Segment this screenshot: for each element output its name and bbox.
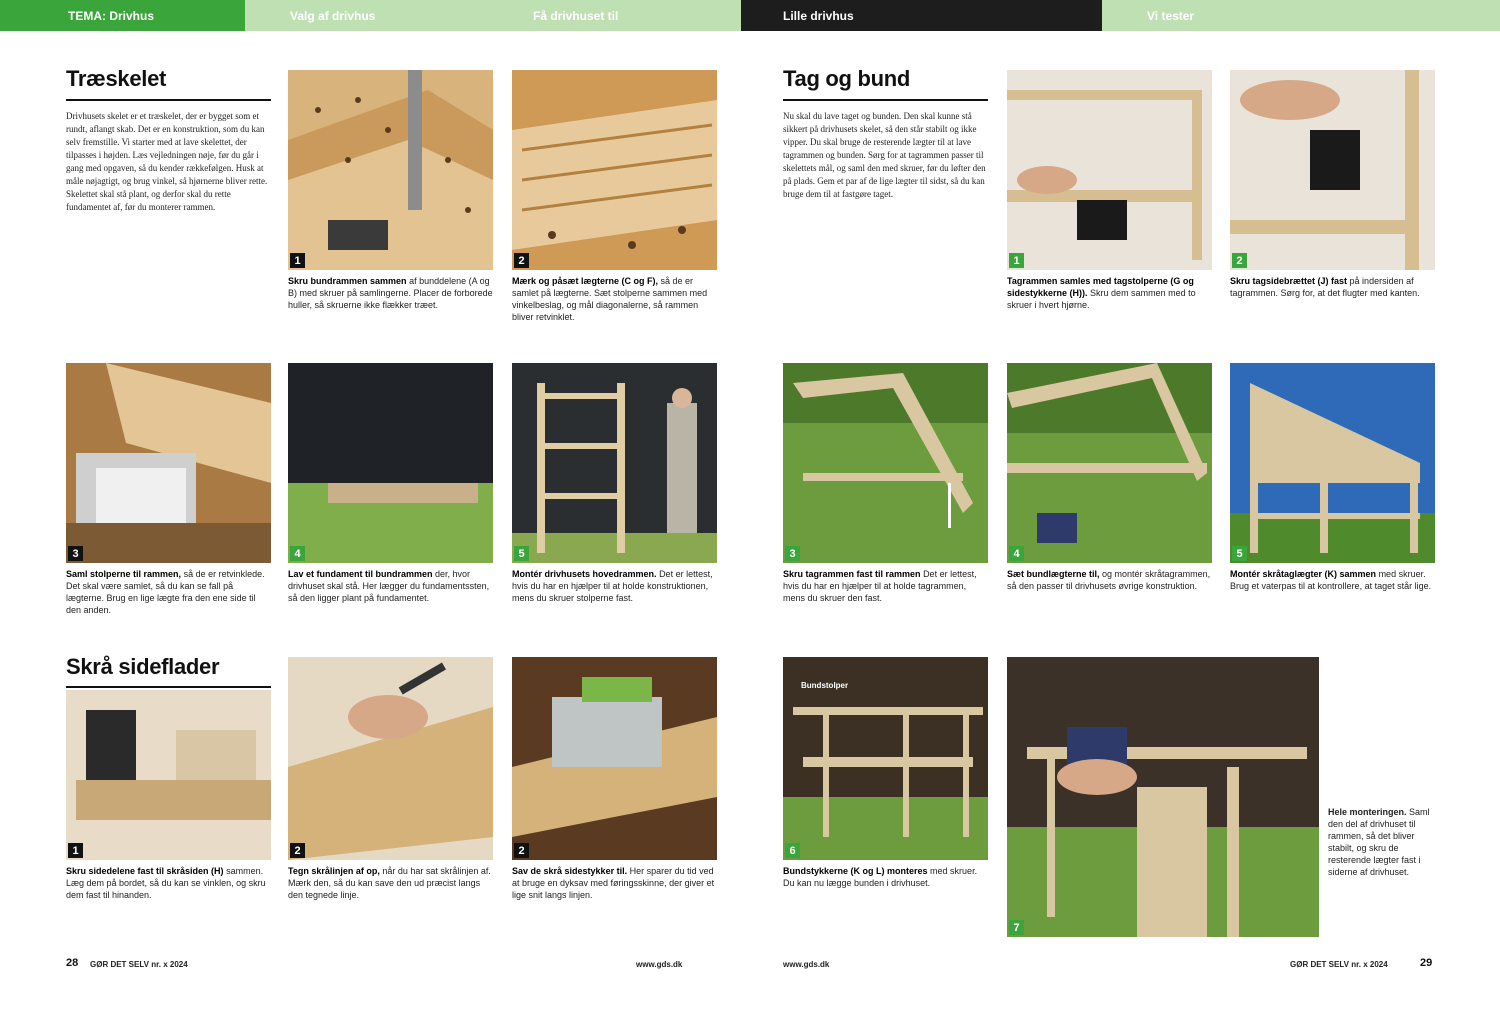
page-number: 29 <box>1420 957 1433 969</box>
step-number-badge: 4 <box>1009 546 1024 561</box>
step-photo-5 <box>512 363 717 563</box>
nav-tab-lille[interactable]: Lille drivhus <box>741 0 1102 31</box>
step-caption: Mærk og påsæt lægterne (C og F), så de er samlet på lægterne. Sæt stolperne sammen med vinkelbeslag, og mål diagonalerne, så rammen bliver retvinklet. <box>512 276 708 322</box>
step-photo-2 <box>512 70 717 270</box>
step-number-badge: 3 <box>785 546 800 561</box>
step-caption: Skru sidedelene fast til skråsiden (H) sammen. Læg dem på bordet, så du kan se vinklen, og skru dem fast til hinanden. <box>66 866 266 900</box>
step-caption: Skru tagrammen fast til rammen Det er lettest, hvis du har en hjælper til at holde tagrammen, mens du skruer den fast. <box>783 569 977 603</box>
footer-url[interactable]: www.gds.dk <box>783 960 830 969</box>
step-photo-r4 <box>1007 363 1212 563</box>
photo-label: Bundstolper <box>801 681 849 690</box>
step-number-badge: 1 <box>1009 253 1024 268</box>
step-number-badge: 7 <box>1009 920 1024 935</box>
step-photo-1 <box>288 70 493 270</box>
step-caption: Lav et fundament til bundrammen der, hvor drivhuset skal stå. Her lægger du fundamentssten, så den ligger plant på fundamentet. <box>288 569 490 603</box>
step-number-badge: 2 <box>1232 253 1247 268</box>
step-photo-r7 <box>1007 657 1319 937</box>
section-title-skraa: Skrå sideflader <box>66 654 220 679</box>
step-caption: Montér skråtaglægter (K) sammen med skruer. Brug et vaterpas til at kontrollere, at taget står lige. <box>1230 569 1432 591</box>
section-title-tag: Tag og bund <box>783 66 911 91</box>
step-number-badge: 2 <box>290 843 305 858</box>
step-photo-6 <box>66 690 271 860</box>
step-number-badge: 2 <box>514 253 529 268</box>
side-note-text: Saml den del af drivhuset til rammen, så det bliver stabilt, og skru de resterende lægter fast i siderne af drivhuset. <box>1328 807 1430 877</box>
step-photo-7 <box>288 657 493 860</box>
title-rule <box>783 99 988 101</box>
side-note-title: Hele monteringen. <box>1328 807 1407 817</box>
step-number-badge: 4 <box>290 546 305 561</box>
step-number-badge: 1 <box>68 843 83 858</box>
footer-url[interactable]: www.gds.dk <box>636 960 683 969</box>
step-caption: Saml stolperne til rammen, så de er retvinklede. Det skal være samlet, så du kan se fall på lægterne. Brug en lige lægte fra den ene side til den anden. <box>66 569 265 615</box>
step-caption: Montér drivhusets hovedrammen. Det er lettest, hvis du har en hjælper til at holde konstruktionen, mens du skruer stolperne fast. <box>512 569 713 603</box>
nav-tab-test[interactable]: Vi tester <box>1102 0 1500 31</box>
step-photo-r3 <box>783 363 988 563</box>
step-number-badge: 2 <box>514 843 529 858</box>
step-photo-r2 <box>1230 70 1435 270</box>
nav-tab-tema[interactable]: TEMA: Drivhus <box>0 0 245 31</box>
section-title-traeskelet: Træskelet <box>66 66 167 91</box>
title-rule <box>66 99 271 101</box>
step-caption: Sav de skrå sidestykker til. Her sparer du tid ved at bruge en dyksav med føringsskinne, der giver et lige snit langs linjen. <box>512 866 715 900</box>
step-photo-3 <box>66 363 271 563</box>
step-caption: Tegn skrålinjen af op, når du har sat skrålinjen af. Mærk den, så du kan save den ud præcist langs den tegnede linje. <box>288 866 491 900</box>
step-number-badge: 5 <box>1232 546 1247 561</box>
step-photo-r6 <box>783 657 988 860</box>
step-photo-8 <box>512 657 717 860</box>
step-caption: Skru bundrammen sammen af bunddelene (A og B) med skruer på samlingerne. Placer de forborede huller, så skruerne ikke flækker træet. <box>288 276 493 310</box>
step-caption: Skru tagsidebrættet (J) fast på indersiden af tagrammen. Sørg for, at det flugter med kanten. <box>1230 276 1420 298</box>
step-caption: Tagrammen samles med tagstolperne (G og sidestykkerne (H)). Skru dem sammen med to skruer i hvert hjørne. <box>1007 276 1196 310</box>
step-number-badge: 1 <box>290 253 305 268</box>
step-photo-4 <box>288 363 493 563</box>
page-number: 28 <box>66 957 79 969</box>
step-number-badge: 6 <box>785 843 800 858</box>
step-caption: Sæt bundlægterne til, og montér skråtagrammen, så den passer til drivhusets øvrige konstruktion. <box>1007 569 1211 591</box>
intro-text-right: Nu skal du lave taget og bunden. Den skal kunne stå sikkert på drivhusets skelet, så den står stabilt og ikke vipper. Du skal bruge de resterende lægter til at lave tagrammen og bunden. Sørg for at tagrammen passer til skelettets mål, og saml den med skruer, før du løfter den på plads. Gem et par af de lige lægter til sidst, så du kan bruge dem til at fastgøre taget. <box>783 111 986 199</box>
step-number-badge: 3 <box>68 546 83 561</box>
title-rule <box>66 686 271 688</box>
footer-magazine: GØR DET SELV nr. x 2024 <box>90 960 188 969</box>
nav-tab-valg[interactable]: Valg af drivhus <box>245 0 493 31</box>
side-note <box>1328 806 1438 878</box>
step-caption: Bundstykkerne (K og L) monteres med skruer. Du kan nu lægge bunden i drivhuset. <box>783 866 978 888</box>
step-photo-r5 <box>1230 363 1435 563</box>
footer-magazine: GØR DET SELV nr. x 2024 <box>1290 960 1388 969</box>
step-photo-r1 <box>1007 70 1212 270</box>
step-number-badge: 5 <box>514 546 529 561</box>
intro-text-left: Drivhusets skelet er et træskelet, der er bygget som et rundt, aflangt skab. Det er en konstruktion, som du kan selv fremstille. Vi starter med at lave skelettet, der tilpasses i højden. Læs vejledningen nøje, før du går i gang med opgaven, så du kender rækkefølgen. Husk at måle nøjagtigt, og brug vinkel, så hjørnerne bliver rette. Skelettet skal stå plant, og derfor skal du rette fundamentet af, før du monterer rammen. <box>66 111 268 212</box>
section-nav <box>0 0 1500 31</box>
nav-tab-faa[interactable]: Få drivhuset til <box>493 0 741 31</box>
